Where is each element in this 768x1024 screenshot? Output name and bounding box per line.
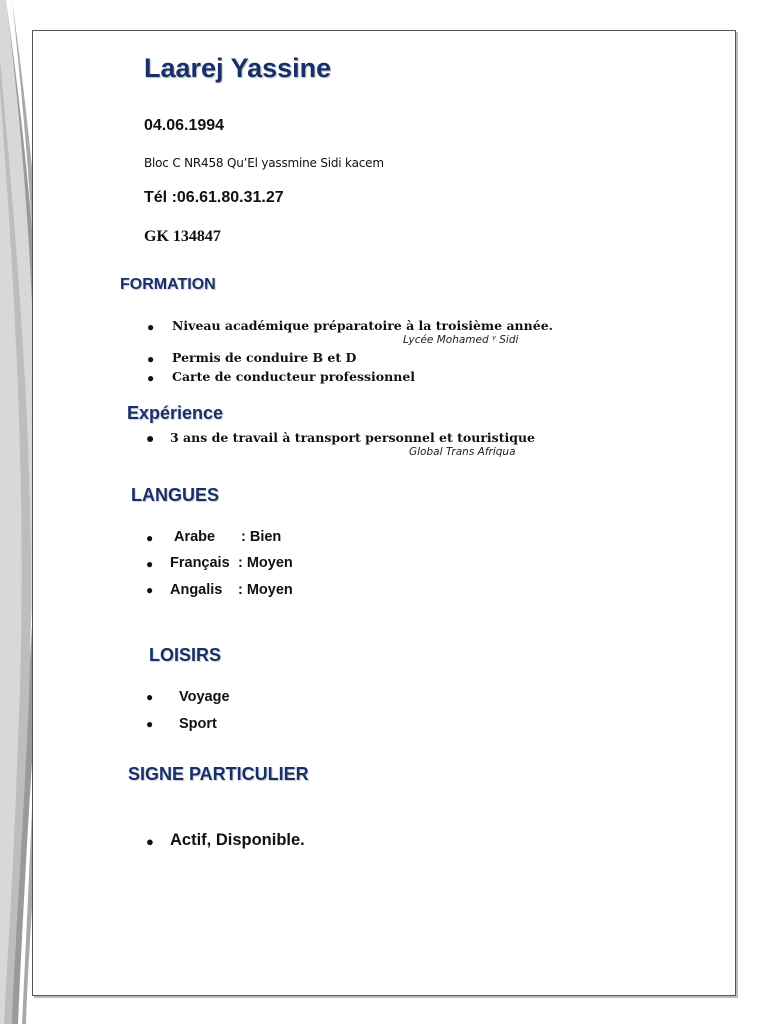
bullet-icon: ● [146, 430, 155, 446]
section-title-signe: SIGNE PARTICULIER [128, 764, 309, 784]
formation-item: Permis de conduire B et D [172, 350, 357, 365]
language-level: : Moyen [238, 582, 293, 598]
bullet-icon: ● [147, 352, 155, 366]
bullet-icon: ● [147, 320, 155, 334]
phone: Tél :06.61.80.31.27 [144, 189, 284, 206]
birthdate: 04.06.1994 [144, 117, 225, 134]
section-title-formation: FORMATION [120, 276, 216, 293]
section-title-langues: LANGUES [131, 485, 220, 505]
bullet-icon: ● [146, 583, 154, 597]
hobby-item: Voyage [179, 689, 230, 705]
section-title-experience: Expérience [127, 403, 224, 423]
bullet-icon: ● [146, 717, 154, 731]
experience-company: Global Trans Afriqua [409, 446, 516, 458]
language-name: Français [170, 555, 230, 571]
language-name: Angalis [170, 582, 223, 598]
bullet-icon: ● [146, 690, 154, 704]
bullet-icon: ● [146, 531, 154, 545]
language-name: Arabe [174, 529, 216, 545]
cv-page [32, 30, 736, 996]
section-title-loisirs: LOISIRS [149, 645, 222, 665]
formation-item: Carte de conducteur professionnel [172, 369, 416, 384]
bullet-icon: ● [147, 371, 155, 385]
address: Bloc C NR458 Qu’El yassmine Sidi kacem [144, 156, 384, 170]
id-number: GK 134847 [144, 228, 221, 245]
experience-item: 3 ans de travail à transport personnel et touristique [170, 430, 536, 445]
trait-item: Actif, Disponible. [170, 831, 305, 849]
formation-item: Niveau académique préparatoire à la troisième année. [172, 318, 553, 333]
language-level: : Moyen [238, 555, 293, 571]
formation-school: Lycée Mohamed ᵞ Sidi [403, 334, 519, 346]
bullet-icon: ● [146, 557, 154, 571]
bullet-icon: ● [146, 834, 154, 849]
full-name: Laarej Yassine [144, 53, 332, 83]
hobby-item: Sport [179, 716, 217, 732]
language-level: : Bien [241, 529, 282, 545]
